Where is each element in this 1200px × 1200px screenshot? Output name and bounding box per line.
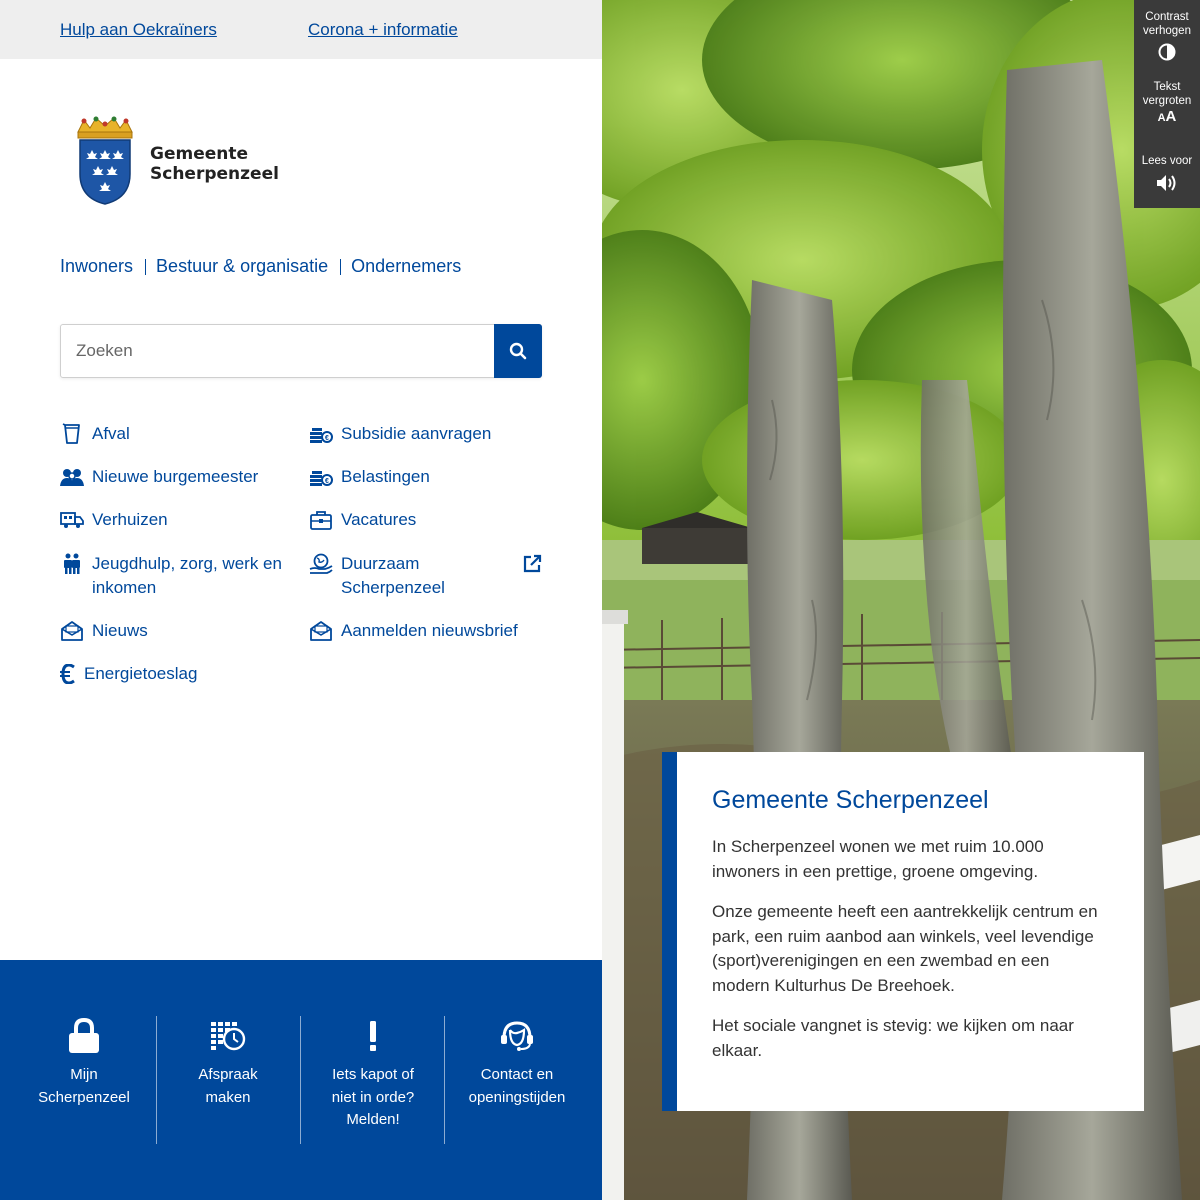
- text-size-button[interactable]: [1134, 80, 1200, 125]
- quicklink-label: Vacatures: [341, 510, 417, 529]
- quicklink-label: Nieuwe burgemeester: [92, 467, 259, 486]
- tile-afspraak-maken[interactable]: [156, 1016, 300, 1144]
- envelope-icon: [309, 619, 333, 643]
- quicklink-label: [341, 552, 445, 600]
- text-size-icon: AA: [1157, 108, 1177, 125]
- quicklink-subsidie-aanvragen[interactable]: [309, 422, 491, 446]
- quicklink-aanmelden-nieuwsbrief[interactable]: [309, 619, 518, 643]
- info-paragraph: Onze gemeente heeft een aantrekkelijk centrum en park, een ruim aanbod aan winkels, veel levendige (sport)verenigingen en een zwembad en een modern Kulturhus De Breehoek.: [712, 902, 1098, 995]
- quicklink-jeugdhulp[interactable]: [60, 552, 282, 600]
- quicklink-afval[interactable]: [60, 422, 130, 446]
- nav-separator: [340, 259, 341, 275]
- quicklink-label: Energietoeslag: [84, 664, 198, 683]
- tile-label: maken: [205, 1088, 251, 1106]
- earth-hand-icon: [309, 552, 333, 576]
- logo-text: [150, 144, 279, 184]
- info-paragraph: Het sociale vangnet is stevig: we kijken om naar elkaar.: [712, 1016, 1074, 1060]
- quicklink-label: [92, 552, 282, 600]
- nav-separator: [145, 259, 146, 275]
- contrast-icon: [1134, 43, 1200, 61]
- quicklink-duurzaam-scherpenzeel[interactable]: [309, 552, 542, 600]
- main-navigation: [60, 256, 461, 277]
- info-title: Gemeente Scherpenzeel: [712, 786, 989, 814]
- quicklink-label: Nieuws: [92, 621, 148, 640]
- link-corona-informatie[interactable]: Corona + informatie: [308, 19, 458, 39]
- nav-ondernemers[interactable]: Ondernemers: [351, 256, 462, 276]
- exclamation-icon: [301, 1016, 445, 1056]
- family-icon: [60, 552, 84, 576]
- people-icon: [60, 465, 84, 489]
- contrast-label: verhogen: [1143, 25, 1191, 37]
- tile-label: openingstijden: [468, 1088, 566, 1106]
- tile-label: Melden!: [346, 1111, 400, 1128]
- quicklink-verhuizen[interactable]: [60, 508, 168, 532]
- read-aloud-button[interactable]: [1134, 154, 1200, 192]
- logo-line-2: Scherpenzeel: [150, 164, 279, 184]
- logo-line-1: Gemeente: [150, 144, 249, 164]
- tile-label: Contact en: [480, 1066, 554, 1083]
- search-bar: [60, 324, 542, 378]
- quicklink-nieuws[interactable]: [60, 619, 148, 643]
- accessibility-toolbar: [1134, 0, 1200, 208]
- headset-icon: [445, 1016, 589, 1056]
- tile-melden[interactable]: [301, 1016, 445, 1144]
- quicklink-label-line: Jeugdhulp, zorg, werk en: [92, 554, 282, 573]
- quicklink-energietoeslag[interactable]: [60, 662, 197, 686]
- calendar-clock-icon: [156, 1016, 300, 1056]
- search-input[interactable]: [61, 325, 494, 377]
- quicklink-label: Afval: [92, 424, 130, 443]
- coat-of-arms-icon: [72, 116, 138, 206]
- euro-icon: [60, 662, 76, 686]
- tile-mijn-scherpenzeel[interactable]: [12, 1016, 156, 1144]
- quicklink-nieuwe-burgemeester[interactable]: [60, 465, 258, 489]
- quicklink-label-line: inkomen: [92, 578, 157, 597]
- speaker-icon: [1134, 174, 1200, 192]
- quicklink-label: Belastingen: [341, 467, 430, 486]
- municipality-logo[interactable]: [72, 116, 279, 206]
- svg-text:€: €: [325, 435, 329, 442]
- tile-label: Mijn: [70, 1066, 98, 1083]
- quicklink-vacatures[interactable]: [309, 508, 416, 532]
- quicklink-label-line: Duurzaam: [341, 554, 420, 573]
- external-link-icon: [522, 554, 542, 581]
- contrast-label: Contrast: [1145, 11, 1189, 23]
- trash-bin-icon: [60, 422, 84, 446]
- nav-bestuur-organisatie[interactable]: Bestuur & organisatie: [156, 256, 329, 276]
- info-paragraph: In Scherpenzeel wonen we met ruim 10.000 inwoners in een prettige, groene omgeving.: [712, 837, 1044, 881]
- tile-label: niet in orde?: [331, 1088, 415, 1106]
- envelope-icon: [60, 619, 84, 643]
- read-aloud-label: Lees voor: [1141, 155, 1193, 167]
- moving-truck-icon: [60, 508, 84, 532]
- text-size-icon-glyph: A: [1157, 112, 1166, 124]
- coins-icon: [309, 422, 333, 446]
- link-hulp-oekrainers[interactable]: Hulp aan Oekraïners: [60, 19, 217, 39]
- quicklink-label: Subsidie aanvragen: [341, 424, 492, 443]
- service-tiles: [0, 960, 602, 1200]
- info-card: [662, 752, 1144, 1111]
- tile-contact-openingstijden[interactable]: [445, 1016, 589, 1144]
- search-button[interactable]: [494, 324, 542, 378]
- quicklink-label: Aanmelden nieuwsbrief: [341, 621, 518, 640]
- contrast-button[interactable]: [1134, 10, 1200, 61]
- text-size-label: Tekst: [1153, 81, 1181, 93]
- search-icon: [509, 342, 527, 360]
- tile-label: Afspraak: [198, 1066, 258, 1083]
- briefcase-icon: [309, 508, 333, 532]
- quicklink-label: Verhuizen: [92, 510, 168, 529]
- lock-icon: [12, 1016, 156, 1056]
- coins-icon: [309, 465, 333, 489]
- top-bar: [0, 0, 602, 59]
- nav-inwoners[interactable]: Inwoners: [60, 256, 134, 276]
- quicklink-belastingen[interactable]: [309, 465, 430, 489]
- text-size-label: vergroten: [1142, 95, 1192, 107]
- tile-label: Iets kapot of: [332, 1066, 414, 1083]
- svg-text:€: €: [325, 478, 329, 485]
- quicklink-label-line: Scherpenzeel: [341, 578, 445, 597]
- tile-label: Scherpenzeel: [38, 1088, 130, 1106]
